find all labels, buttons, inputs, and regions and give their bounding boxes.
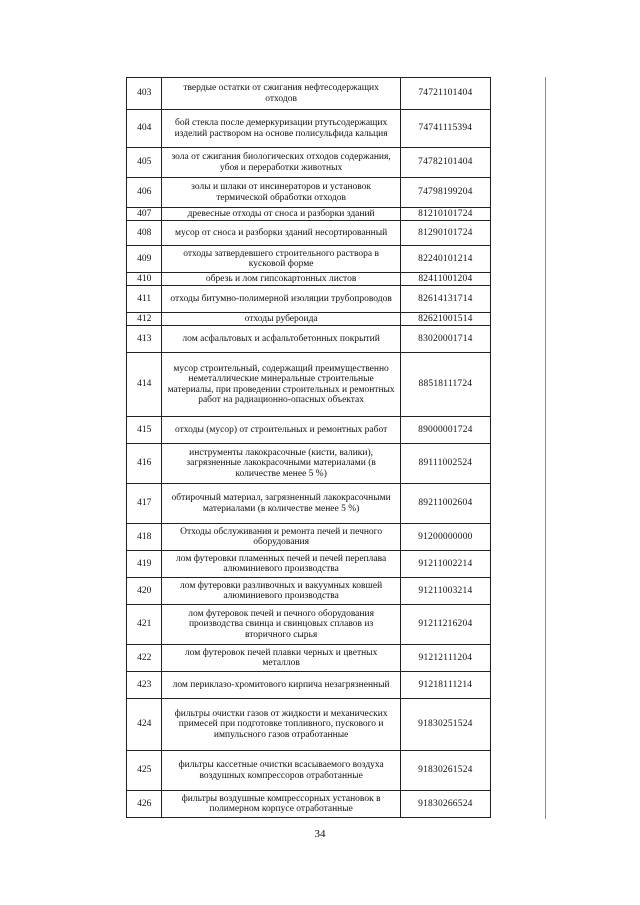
table-row: [127, 208, 491, 221]
waste-name: мусор строительный, содержащий преимущественно неметаллические минеральные строительные материалы, при проведении строительных и ремонтных работ на радиационно-опасных объектах: [162, 353, 400, 417]
table-row: [127, 110, 491, 148]
row-number: 409: [127, 246, 162, 273]
waste-name: отходы битумно-полимерной изоляции трубопроводов: [162, 286, 400, 313]
row-number: 403: [127, 78, 162, 110]
waste-name: фильтры кассетные очистки всасываемого воздуха воздушных компрессоров отработанные: [162, 751, 400, 791]
table-row: [127, 417, 491, 444]
fkko-code: 81290101724: [400, 221, 490, 246]
row-number: 404: [127, 110, 162, 148]
table-row: [127, 484, 491, 524]
row-number: 406: [127, 178, 162, 208]
fkko-code: 91830266524: [400, 791, 490, 818]
fkko-code: 74721101404: [400, 78, 490, 110]
table-row: [127, 353, 491, 417]
waste-name: фильтры воздушные компрессорных установок в полимерном корпусе отработанные: [162, 791, 400, 818]
row-number: 420: [127, 578, 162, 605]
waste-name: лом асфальтовых и асфальтобетонных покрытий: [162, 326, 400, 353]
row-number: 421: [127, 605, 162, 645]
waste-name: мусор от сноса и разборки зданий несортированный: [162, 221, 400, 246]
waste-name: Отходы обслуживания и ремонта печей и печного оборудования: [162, 524, 400, 551]
waste-name: фильтры очистки газов от жидкости и механических примесей при подготовке топливного, пускового и импульсного газов отработанные: [162, 699, 400, 751]
table-row: [127, 444, 491, 484]
waste-name: инструменты лакокрасочные (кисти, валики), загрязненные лакокрасочными материалами (в количестве менее 5 %): [162, 444, 400, 484]
waste-name: древесные отходы от сноса и разборки зданий: [162, 208, 400, 221]
table-row: [127, 313, 491, 326]
waste-name: твердые остатки от сжигания нефтесодержащих отходов: [162, 78, 400, 110]
waste-name: обтирочный материал, загрязненный лакокрасочными материалами (в количестве менее 5 %): [162, 484, 400, 524]
fkko-code: 82411001204: [400, 273, 490, 286]
table-row: [127, 672, 491, 699]
fkko-code: 88518111724: [400, 353, 490, 417]
row-number: 423: [127, 672, 162, 699]
table-row: [127, 791, 491, 818]
waste-name: отходы затвердевшего строительного раствора в кусковой форме: [162, 246, 400, 273]
fkko-code: 91212111204: [400, 645, 490, 672]
fkko-code: 91200000000: [400, 524, 490, 551]
waste-classification-table: [126, 77, 491, 818]
row-number: 417: [127, 484, 162, 524]
waste-name: лом футеровок печей плавки черных и цветных металлов: [162, 645, 400, 672]
fkko-code: 91211002214: [400, 551, 490, 578]
fkko-code: 82621001514: [400, 313, 490, 326]
fkko-code: 91211216204: [400, 605, 490, 645]
row-number: 411: [127, 286, 162, 313]
fkko-code: 91211003214: [400, 578, 490, 605]
row-number: 405: [127, 148, 162, 178]
fkko-code: 91830251524: [400, 699, 490, 751]
row-number: 424: [127, 699, 162, 751]
waste-name: отходы рубероида: [162, 313, 400, 326]
table-row: [127, 148, 491, 178]
row-number: 426: [127, 791, 162, 818]
table-row: [127, 178, 491, 208]
table-row: [127, 273, 491, 286]
table-row: [127, 326, 491, 353]
row-number: 407: [127, 208, 162, 221]
waste-name: зола от сжигания биологических отходов содержания, убоя и переработки животных: [162, 148, 400, 178]
fkko-code: 83020001714: [400, 326, 490, 353]
row-number: 418: [127, 524, 162, 551]
row-number: 416: [127, 444, 162, 484]
table-row: [127, 286, 491, 313]
row-number: 413: [127, 326, 162, 353]
fkko-code: 74741115394: [400, 110, 490, 148]
fkko-code: 74782101404: [400, 148, 490, 178]
waste-name: лом футеровки разливочных и вакуумных ковшей алюминиевого производства: [162, 578, 400, 605]
waste-name: лом футеровок печей и печного оборудования производства свинца и свинцовых сплавов из вторичного сырья: [162, 605, 400, 645]
fkko-code: 82614131714: [400, 286, 490, 313]
table-row: [127, 246, 491, 273]
table-row: [127, 221, 491, 246]
margin-rule: [545, 77, 546, 819]
row-number: 415: [127, 417, 162, 444]
fkko-code: 89111002524: [400, 444, 490, 484]
fkko-code: 91830261524: [400, 751, 490, 791]
table-row: [127, 605, 491, 645]
table-row: [127, 524, 491, 551]
fkko-code: 89000001724: [400, 417, 490, 444]
row-number: 408: [127, 221, 162, 246]
table-row: [127, 578, 491, 605]
row-number: 412: [127, 313, 162, 326]
fkko-code: 82240101214: [400, 246, 490, 273]
row-number: 422: [127, 645, 162, 672]
table-row: [127, 751, 491, 791]
row-number: 419: [127, 551, 162, 578]
waste-name: золы и шлаки от инсинераторов и установок термической обработки отходов: [162, 178, 400, 208]
fkko-code: 89211002604: [400, 484, 490, 524]
table-row: [127, 78, 491, 110]
waste-name: лом периклазо-хромитового кирпича незагрязненный: [162, 672, 400, 699]
table-row: [127, 699, 491, 751]
waste-name: лом футеровки пламенных печей и печей переплава алюминиевого производства: [162, 551, 400, 578]
fkko-code: 91218111214: [400, 672, 490, 699]
waste-name: отходы (мусор) от строительных и ремонтных работ: [162, 417, 400, 444]
table-row: [127, 551, 491, 578]
row-number: 414: [127, 353, 162, 417]
waste-name: обрезь и лом гипсокартонных листов: [162, 273, 400, 286]
fkko-code: 81210101724: [400, 208, 490, 221]
fkko-code: 74798199204: [400, 178, 490, 208]
table-row: [127, 645, 491, 672]
row-number: 410: [127, 273, 162, 286]
waste-name: бой стекла после демеркуризации ртутьсодержащих изделий раствором на основе полисульфида кальция: [162, 110, 400, 148]
row-number: 425: [127, 751, 162, 791]
page-number: 34: [314, 828, 326, 840]
